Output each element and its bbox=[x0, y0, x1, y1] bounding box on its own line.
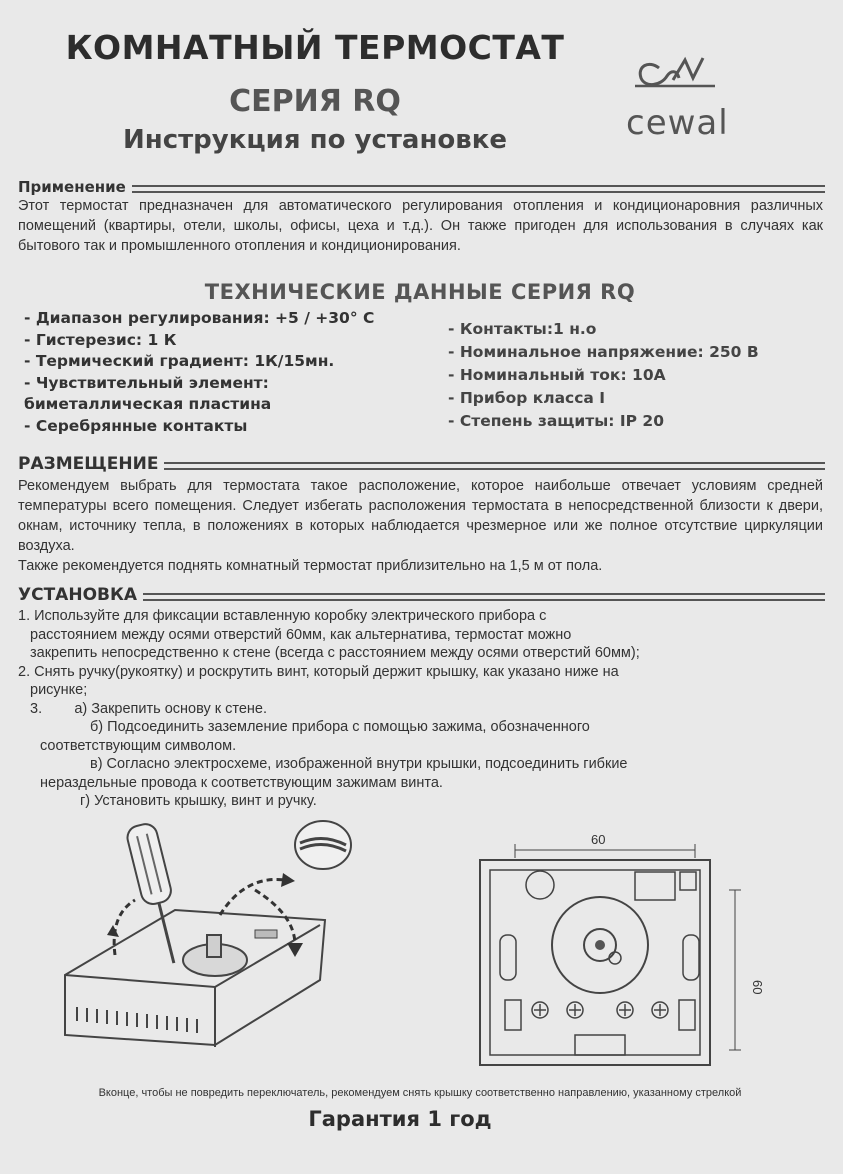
heading-rule bbox=[143, 593, 825, 601]
tech-specs-right bbox=[448, 318, 828, 433]
heading-rule bbox=[132, 185, 825, 193]
section-placement-heading: РАЗМЕЩЕНИЕ bbox=[18, 453, 825, 475]
section-installation-heading: УСТАНОВКА bbox=[18, 584, 825, 606]
spec-item: - Чувствительный элемент: bbox=[24, 373, 269, 392]
section-application-heading: Применение bbox=[18, 176, 825, 198]
install-line: 3. а) Закрепить основу к стене. bbox=[30, 700, 268, 717]
install-line: 1. Используйте для фиксации вставленную коробку электрического прибора с bbox=[18, 608, 547, 624]
install-line: б) Подсоединить заземление прибора с помощью зажима, обозначенного bbox=[90, 719, 590, 735]
install-line: закрепить непосредственно к стене (всегда с расстоянием между осями отверстий 60мм); bbox=[30, 645, 640, 661]
spec-item: - Прибор класса I bbox=[448, 389, 606, 407]
spec-item: - Контакты:1 н.о bbox=[448, 320, 597, 338]
install-line: 2. Снять ручку(рукоятку) и роскрутить винт, который держит крышку, как указано ниже на bbox=[18, 663, 619, 680]
illustration-caption: Вконце, чтобы не повредить переключатель, рекомендуем снять крышку соответственно направлению, указанному стрелкой bbox=[98, 1087, 742, 1099]
spec-item: - Диапазон регулирования: +5 / +30° С bbox=[24, 309, 375, 327]
tech-title: ТЕХНИЧЕСКИЕ ДАННЫЕ СЕРИЯ RQ bbox=[204, 280, 636, 304]
spec-item: - Номинальный ток: 10А bbox=[448, 366, 666, 384]
placement-text: Рекомендуем выбрать для термостата такое расположение, которое наибольше отвечает условиям средней температуры всего помещения. Следует избегать расположения термостата в непосредственной близости к двери, окнам, источнику тепла, в положениях в которых наблюдается чрезмерное или же полное отсутствие циркуляции воздуха. Также рекомендуется поднять комнатный термостат приблизительно на 1,5 м от пола. bbox=[18, 478, 823, 574]
application-text: Этот термостат предназначен для автоматического регулирования отопления и кондиционаровния различных помещений (квартиры, отели, школы, офисы, цеха и т.д.). Он также пригоден для использования в случаях как бытового так и промышленного отопления и кондиционирования. bbox=[18, 198, 823, 254]
install-line: нераздельные провода к соответствующим зажимам винта. bbox=[40, 774, 443, 791]
dimension-horizontal-label: 60 bbox=[591, 832, 606, 847]
dimension-vertical-label: 60 bbox=[750, 980, 765, 995]
warranty: Гарантия 1 год bbox=[308, 1107, 492, 1131]
install-line: расстоянием между осями отверстий 60мм, как альтернатива, термостат можно bbox=[30, 626, 572, 643]
brand-name: cewal bbox=[626, 103, 729, 143]
spec-item: - Гистерезис: 1 К bbox=[24, 330, 177, 349]
install-line: соответствующим символом. bbox=[40, 737, 237, 754]
install-line: рисунке; bbox=[30, 682, 88, 698]
installation-steps bbox=[18, 607, 818, 811]
thermostat-removal-illustration bbox=[55, 815, 390, 1075]
heading-rule bbox=[164, 462, 825, 470]
spec-item: - Степень защиты: IP 20 bbox=[448, 412, 664, 430]
spec-item: - Термический градиент: 1К/15мн. bbox=[24, 352, 335, 370]
subtitle: Инструкция по установке bbox=[122, 125, 508, 155]
spec-item: - Номинальное напряжение: 250 В bbox=[448, 343, 759, 361]
tech-specs-left bbox=[24, 308, 444, 437]
spec-item: - Серебрянные контакты bbox=[24, 416, 248, 435]
base-mounting-diagram bbox=[465, 830, 765, 1075]
spec-item: биметаллическая пластина bbox=[24, 395, 272, 413]
install-line: в) Согласно электросхеме, изображенной внутри крышки, подсоединить гибкие bbox=[90, 756, 628, 772]
title-line1: КОМНАТНЫЙ ТЕРМОСТАТ bbox=[65, 28, 565, 67]
install-line: г) Установить крышку, винт и ручку. bbox=[80, 793, 317, 809]
title-line2: СЕРИЯ RQ bbox=[229, 84, 401, 119]
